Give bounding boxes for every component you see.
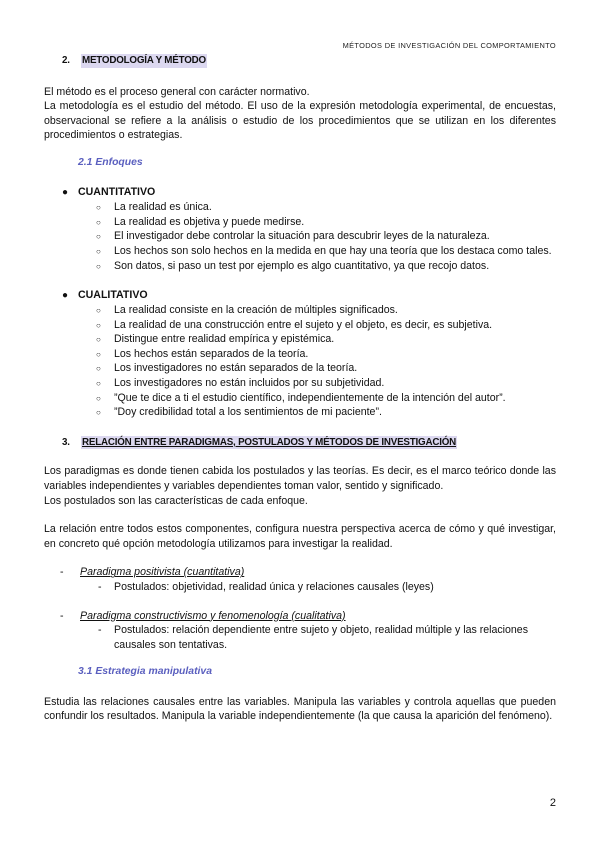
section-3-title: RELACIÓN ENTRE PARADIGMAS, POSTULADOS Y MÉTODOS DE INVESTIGACIÓN <box>82 436 457 448</box>
section-3-paragraph-3: La relación entre todos estos componentes, configura nuestra perspectiva acerca de cómo y qué investigar, en concreto qué opción metodología utilizamos para investigar la realidad. <box>44 523 556 550</box>
bullet-cuantitativo <box>44 185 556 200</box>
circle-bullet-icon: ○ <box>96 232 101 242</box>
section-2-paragraph-2: La metodología es el estudio del método. El uso de la expresión metodología experimental, de encuestas, observacional se refiere a la análisis o estudio de los procedimientos que se utilizan en los diferentes procedimientos o estrategias. <box>44 100 556 142</box>
cualitativo-list <box>44 303 556 420</box>
list-item-text: Los hechos están separados de la teoría. <box>114 347 309 360</box>
section-3-1-paragraph: Estudia las relaciones causales entre las variables. Manipula las variables y controla aquellas que pueden confundir los resultados. Manipula la variable independientemente (la que causa la aparición del fenómeno). <box>44 695 556 723</box>
list-item-text: Los investigadores no están incluidos por su subjetividad. <box>114 377 385 389</box>
circle-bullet-icon: ○ <box>96 217 101 227</box>
list-item <box>96 244 556 259</box>
circle-bullet-icon: ○ <box>96 408 101 418</box>
list-item <box>96 318 556 333</box>
list-item-text: La realidad es única. <box>114 201 212 214</box>
section-2-paragraph-1: El método es el proceso general con carácter normativo. <box>44 85 310 98</box>
section-2-number: 2. <box>62 55 70 66</box>
list-item <box>96 391 556 406</box>
paradigm-positivista <box>44 565 556 580</box>
dash-bullet-icon: - <box>98 624 102 637</box>
list-item <box>96 332 556 347</box>
section-2-heading <box>44 54 556 68</box>
circle-bullet-icon: ○ <box>96 203 101 213</box>
paradigm-title: Paradigma constructivismo y fenomenología (cualitativa) <box>80 609 346 622</box>
list-item-text: Distingue entre realidad empírica y epistémica. <box>114 333 335 346</box>
list-item <box>96 405 556 420</box>
paradigm-postulados <box>44 580 556 595</box>
bullet-dot-icon: ● <box>62 187 69 199</box>
page-content <box>44 52 556 724</box>
section-3-paragraph-1: Los paradigmas es donde tienen cabida los postulados y las teorías. Es decir, es el marco teórico donde las variables independientes y variables dependientes toman valor, sentido y significado. <box>44 465 556 492</box>
postulados-text: Postulados: relación dependiente entre sujeto y objeto, realidad múltiple y las relaciones causales son tentativas. <box>114 624 528 651</box>
section-3-heading <box>44 436 556 450</box>
list-item <box>96 361 556 376</box>
circle-bullet-icon: ○ <box>96 261 101 271</box>
section-2-title: METODOLOGÍA Y MÉTODO <box>82 55 206 66</box>
list-item-text: La realidad de una construcción entre el sujeto y el objeto, es decir, es subjetiva. <box>114 318 493 331</box>
list-item <box>96 303 556 318</box>
circle-bullet-icon: ○ <box>96 349 101 359</box>
dash-bullet-icon: - <box>60 566 64 579</box>
circle-bullet-icon: ○ <box>96 393 101 403</box>
section-3-paragraph-2: Los postulados son las características de cada enfoque. <box>44 494 308 507</box>
section-2-1-title: 2.1 Enfoques <box>78 156 143 168</box>
bullet-cualitativo <box>44 288 556 303</box>
bullet-label: CUALITATIVO <box>78 289 148 302</box>
list-item-text: Los investigadores no están separados de la teoría. <box>114 362 358 375</box>
list-item-text: ”Que te dice a ti el estudio científico, independientemente de la intención del autor”. <box>114 391 506 404</box>
dash-bullet-icon: - <box>60 609 64 622</box>
circle-bullet-icon: ○ <box>96 379 101 388</box>
list-item-text: Los hechos son solo hechos en la medida en que hay una teoría que los destaca como tales. <box>114 244 552 257</box>
circle-bullet-icon: ○ <box>96 246 101 256</box>
paradigm-title: Paradigma positivista (cuantitativa) <box>80 566 245 579</box>
list-item <box>96 347 556 362</box>
circle-bullet-icon: ○ <box>96 335 101 345</box>
running-header: MÉTODOS DE INVESTIGACIÓN DEL COMPORTAMIENTO <box>342 41 556 50</box>
list-item <box>96 259 556 274</box>
cuantitativo-list <box>44 200 556 273</box>
list-item <box>96 200 556 215</box>
circle-bullet-icon: ○ <box>96 320 101 330</box>
list-item <box>96 376 556 391</box>
page-number: 2 <box>549 797 556 809</box>
circle-bullet-icon: ○ <box>96 305 101 315</box>
bullet-label: CUANTITATIVO <box>78 186 156 199</box>
section-3-number: 3. <box>62 436 70 448</box>
list-item <box>96 215 556 230</box>
list-item <box>96 229 556 244</box>
list-item-text: La realidad es objetiva y puede medirse. <box>114 215 305 228</box>
circle-bullet-icon: ○ <box>96 364 101 374</box>
dash-bullet-icon: - <box>98 581 102 593</box>
bullet-dot-icon: ● <box>62 290 69 302</box>
list-item-text: ”Doy credibilidad total a los sentimientos de mi paciente”. <box>114 406 382 419</box>
section-3-1-title: 3.1 Estrategia manipulativa <box>78 666 212 678</box>
list-item-text: Son datos, si paso un test por ejemplo es algo cuantitativo, ya que recojo datos. <box>114 259 490 272</box>
paradigm-constructivismo <box>44 609 556 624</box>
list-item-text: La realidad consiste en la creación de múltiples significados. <box>114 303 398 316</box>
paradigm-postulados <box>44 623 556 652</box>
postulados-text: Postulados: objetividad, realidad única y relaciones causales (leyes) <box>114 581 434 593</box>
list-item-text: El investigador debe controlar la situación para descubrir leyes de la naturaleza. <box>114 230 490 243</box>
